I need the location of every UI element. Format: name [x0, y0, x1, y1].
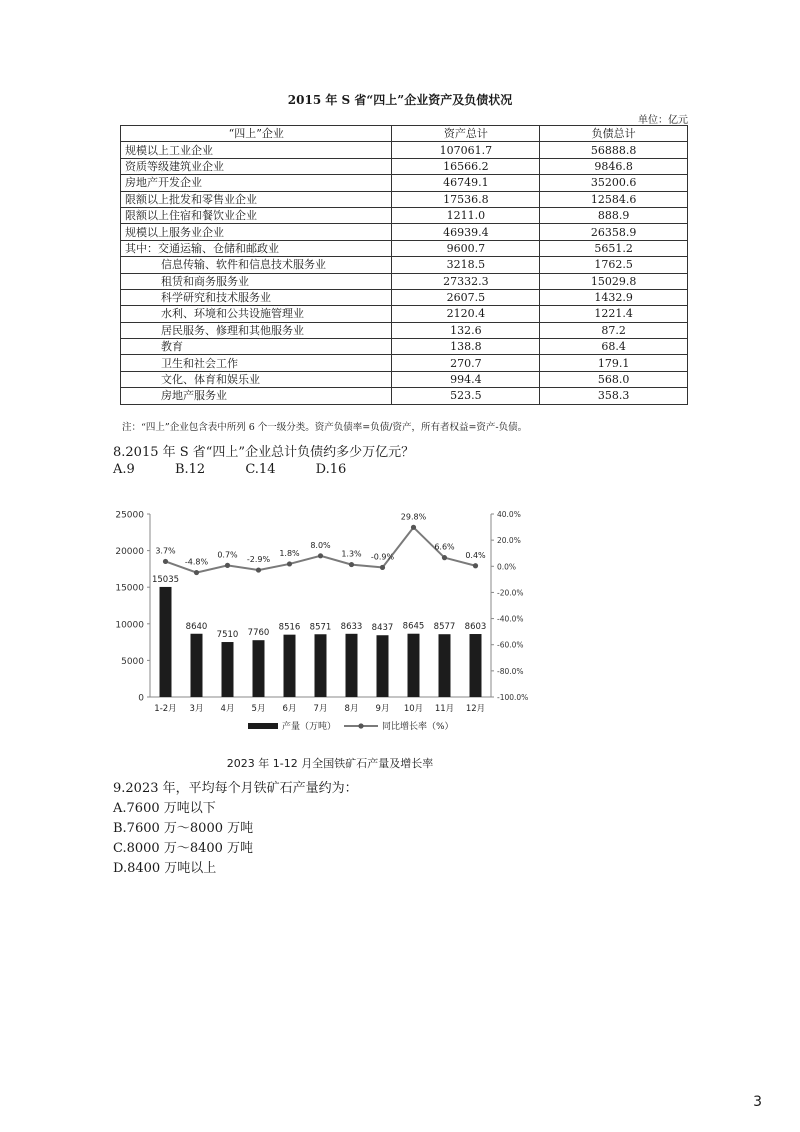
table-row	[121, 306, 688, 322]
bar-label: 7760	[247, 628, 270, 639]
table-row	[121, 289, 688, 305]
row-liabilities: 1221.4	[540, 306, 688, 322]
growth-label: 8.0%	[310, 540, 331, 550]
legend-bar-label: 产量（万吨）	[282, 722, 337, 732]
row-liabilities: 568.0	[540, 371, 688, 387]
row-liabilities: 35200.6	[540, 175, 688, 191]
bar-label: 8633	[340, 621, 363, 632]
row-enterprise: 科学研究和技术服务业	[121, 289, 392, 305]
x-tick-label: 11月	[434, 704, 455, 714]
bar	[377, 635, 389, 697]
x-tick-label: 5月	[251, 704, 266, 714]
question-9	[113, 779, 358, 879]
row-enterprise: 教育	[121, 339, 392, 355]
bar	[439, 634, 451, 697]
table-row	[121, 355, 688, 371]
growth-label: -4.8%	[184, 557, 209, 567]
row-assets: 2120.4	[392, 306, 540, 322]
row-enterprise: 规模以上工业企业	[121, 142, 392, 158]
legend-bar-swatch	[248, 723, 278, 729]
row-liabilities: 87.2	[540, 322, 688, 338]
row-enterprise: 水利、环境和公共设施管理业	[121, 306, 392, 322]
y-tick-label-left: 20000	[115, 547, 144, 558]
option-b: B.12	[174, 462, 206, 477]
bar	[160, 587, 172, 697]
growth-line	[166, 527, 476, 572]
growth-point	[225, 563, 230, 568]
bar-label: 15035	[151, 574, 180, 585]
y-tick-label-left: 25000	[115, 510, 144, 521]
row-assets: 2607.5	[392, 289, 540, 305]
row-assets: 107061.7	[392, 142, 540, 158]
growth-label: 0.7%	[217, 550, 238, 560]
bar-label: 8571	[309, 622, 332, 633]
row-enterprise: 卫生和社会工作	[121, 355, 392, 371]
row-liabilities: 179.1	[540, 355, 688, 371]
bar-label: 8437	[371, 623, 394, 634]
growth-point	[349, 562, 354, 567]
table-row	[121, 158, 688, 174]
growth-point	[318, 553, 323, 558]
option-c: C.14	[245, 462, 276, 477]
growth-label: 6.6%	[434, 542, 455, 552]
table-row	[121, 224, 688, 240]
table-row	[121, 388, 688, 404]
growth-label: -0.9%	[370, 552, 395, 562]
row-liabilities: 56888.8	[540, 142, 688, 158]
growth-label: 0.4%	[465, 550, 486, 560]
table-unit: 单位：亿元	[638, 115, 688, 126]
growth-label: -2.9%	[246, 555, 271, 565]
table-note: 注：“四上”企业包含表中所列 6 个一级分类。资产负债率=负债/资产，所有者权益=资产-负债。	[122, 422, 528, 433]
y-tick-label-right: 20.0%	[497, 536, 521, 546]
chart-title: 2023 年 1-12 月全国铁矿石产量及增长率	[226, 757, 434, 770]
bar	[253, 640, 265, 697]
table-row	[121, 142, 688, 158]
page-number: 3	[753, 1094, 762, 1110]
growth-label: 29.8%	[400, 512, 427, 522]
bar	[222, 642, 234, 697]
row-assets: 46749.1	[392, 175, 540, 191]
row-assets: 523.5	[392, 388, 540, 404]
table-row	[121, 207, 688, 223]
row-enterprise: 资质等级建筑业企业	[121, 158, 392, 174]
growth-point	[442, 555, 447, 560]
row-liabilities: 1432.9	[540, 289, 688, 305]
header-assets: 资产总计	[392, 126, 540, 142]
option-a: A.9	[113, 462, 135, 477]
row-enterprise: 信息传输、软件和信息技术服务业	[121, 257, 392, 273]
y-tick-label-right: -80.0%	[497, 666, 524, 676]
bar	[470, 634, 482, 697]
row-liabilities: 5651.2	[540, 240, 688, 256]
assets-liabilities-table	[120, 125, 688, 405]
y-tick-label-right: 40.0%	[497, 510, 521, 519]
bar	[284, 635, 296, 697]
y-tick-label-right: -40.0%	[497, 614, 524, 624]
question-9-text: 9.2023 年，平均每个月铁矿石产量约为：	[113, 781, 358, 796]
legend-line-marker	[358, 723, 363, 728]
header-liabilities: 负债总计	[540, 126, 688, 142]
y-tick-label-left: 15000	[115, 583, 144, 594]
table-row	[121, 257, 688, 273]
table-row	[121, 339, 688, 355]
table-title: 2015 年 S 省“四上”企业资产及负债状况	[287, 93, 513, 107]
row-liabilities: 888.9	[540, 207, 688, 223]
row-liabilities: 26358.9	[540, 224, 688, 240]
bar	[408, 634, 420, 697]
bar-label: 8645	[402, 621, 425, 632]
y-tick-label-right: -100.0%	[497, 693, 529, 702]
iron-ore-chart	[100, 500, 560, 750]
bar-label: 8577	[433, 622, 456, 633]
y-tick-label-left: 5000	[121, 656, 144, 667]
table-body	[121, 142, 688, 404]
table-header-row	[121, 126, 688, 142]
question-8-options	[113, 462, 382, 477]
row-enterprise: 居民服务、修理和其他服务业	[121, 322, 392, 338]
bar	[346, 634, 358, 697]
row-liabilities: 1762.5	[540, 257, 688, 273]
growth-point	[411, 525, 416, 530]
x-tick-label: 4月	[220, 704, 235, 714]
x-tick-label: 8月	[344, 704, 359, 714]
row-enterprise: 限额以上批发和零售业企业	[121, 191, 392, 207]
question-8: 8.2015 年 S 省“四上”企业总计负债约多少万亿元？	[113, 445, 415, 460]
growth-point	[287, 561, 292, 566]
growth-label: 1.8%	[279, 548, 300, 558]
table-row	[121, 322, 688, 338]
row-liabilities: 9846.8	[540, 158, 688, 174]
row-enterprise: 限额以上住宿和餐饮业企业	[121, 207, 392, 223]
row-assets: 138.8	[392, 339, 540, 355]
bar-label: 8603	[464, 622, 487, 633]
row-assets: 270.7	[392, 355, 540, 371]
bar-label: 8516	[278, 622, 301, 633]
q9-option-c: C.8000 万～8400 万吨	[113, 841, 254, 856]
table-row	[121, 240, 688, 256]
option-d: D.16	[315, 462, 347, 477]
bar-label: 8640	[185, 621, 208, 632]
row-liabilities: 358.3	[540, 388, 688, 404]
y-tick-label-right: -20.0%	[497, 588, 524, 598]
bar	[315, 634, 327, 697]
legend-line-label: 同比增长率（%）	[382, 722, 454, 732]
row-liabilities: 12584.6	[540, 191, 688, 207]
row-assets: 132.6	[392, 322, 540, 338]
x-tick-label: 9月	[375, 704, 390, 714]
row-assets: 994.4	[392, 371, 540, 387]
y-tick-label-left: 10000	[115, 620, 144, 631]
x-tick-label: 6月	[282, 704, 297, 714]
x-tick-label: 3月	[189, 704, 204, 714]
x-tick-label: 7月	[313, 704, 328, 714]
q9-option-d: D.8400 万吨以上	[113, 861, 217, 876]
row-liabilities: 68.4	[540, 339, 688, 355]
y-tick-label-left: 0	[138, 693, 144, 704]
growth-point	[380, 565, 385, 570]
table-row	[121, 273, 688, 289]
table-row	[121, 371, 688, 387]
row-assets: 27332.3	[392, 273, 540, 289]
q9-option-a: A.7600 万吨以下	[113, 801, 216, 816]
table-row	[121, 175, 688, 191]
row-assets: 46939.4	[392, 224, 540, 240]
y-tick-label-right: 0.0%	[497, 562, 517, 572]
row-assets: 3218.5	[392, 257, 540, 273]
q9-option-b: B.7600 万～8000 万吨	[113, 821, 254, 836]
growth-label: 3.7%	[155, 546, 176, 556]
row-enterprise: 规模以上服务业企业	[121, 224, 392, 240]
growth-point	[194, 570, 199, 575]
bar-label: 7510	[216, 630, 239, 641]
row-assets: 9600.7	[392, 240, 540, 256]
y-tick-label-right: -60.0%	[497, 640, 524, 650]
row-enterprise: 其中：交通运输、仓储和邮政业	[121, 240, 392, 256]
row-assets: 17536.8	[392, 191, 540, 207]
x-tick-label: 1-2月	[154, 704, 177, 714]
row-enterprise: 房地产服务业	[121, 388, 392, 404]
growth-point	[256, 567, 261, 572]
row-assets: 16566.2	[392, 158, 540, 174]
x-tick-label: 10月	[403, 704, 424, 714]
bar	[191, 634, 203, 697]
row-enterprise: 租赁和商务服务业	[121, 273, 392, 289]
row-liabilities: 15029.8	[540, 273, 688, 289]
row-assets: 1211.0	[392, 207, 540, 223]
growth-point	[163, 559, 168, 564]
growth-point	[473, 563, 478, 568]
row-enterprise: 文化、体育和娱乐业	[121, 371, 392, 387]
table-row	[121, 191, 688, 207]
x-tick-label: 12月	[465, 704, 486, 714]
header-enterprise: “四上”企业	[121, 126, 392, 142]
row-enterprise: 房地产开发企业	[121, 175, 392, 191]
growth-label: 1.3%	[341, 549, 362, 559]
